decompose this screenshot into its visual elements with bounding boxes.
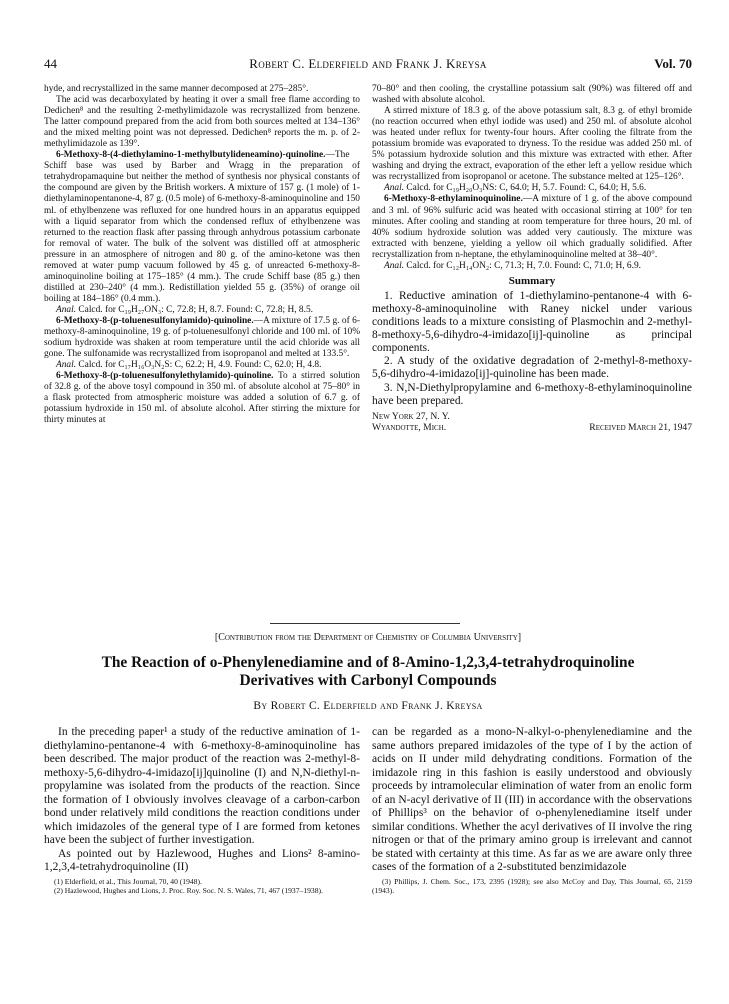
contribution-line: [Contribution from the Department of Chemistry of Columbia University] (214, 632, 522, 643)
place-wyandotte: Wyandotte, Mich. (372, 421, 447, 433)
paragraph (372, 194, 692, 260)
paragraph-body: —A mixture of 17.5 g. of 6-methoxy-8-aminoquinoline, 19 g. of p-toluenesulfonyl chloride and 100 ml. of 10% sodium hydroxide was shaken at room temperature until the acid chloride was all gone. The sulfonamide was recrystallized from isopropanol and melted at 133.5°. (44, 315, 360, 360)
paragraph-body: To a stirred solution of 32.8 g. of the above tosyl compound in 350 ml. of absolute alcohol at 75–80° in a flask protected from atmospheric moisture was added a solution of 6.7 g. of potassium hydroxide in 150 ml. of absolute alcohol. After stirring the mixture for thirty minutes at (44, 371, 360, 426)
compound-heading: 6-Methoxy-8-(p-toluenesulfonylethylamido)-quinoline. (56, 371, 274, 382)
footnote: (3) Phillips, J. Chem. Soc., 173, 2395 (1928); see also McCoy and Day, This Journal, 65, 2159 (1943). (372, 877, 692, 896)
analysis-line (372, 183, 692, 194)
received-date: Received March 21, 1947 (589, 421, 692, 433)
analysis-line (372, 261, 692, 272)
paragraph (44, 150, 360, 305)
analysis-label: Anal. (56, 360, 77, 371)
compound-heading: 6-Methoxy-8-ethylaminoquinoline. (384, 194, 523, 205)
footnotes (372, 877, 692, 895)
article-title-line-2: Derivatives with Carbonyl Compounds (239, 672, 497, 689)
summary (372, 290, 692, 408)
paragraph-body: —A mixture of 1 g. of the above compound and 3 ml. of 96% sulfuric acid was heated with occasional stirring at 100° for ten minutes. After cooling and standing at room temperature for three hours, 20 ml. of 40% sodium hydroxide solution was added very cautiously. The mixture was extracted with benzene, yielding a yellow oil which gradually solidified. After recrystallization from n-heptane, the ethylaminoquinoline melted at 38–40°. (372, 194, 692, 260)
article-body-left (44, 726, 360, 895)
analysis-label: Anal. (56, 304, 77, 315)
analysis-label: Anal. (384, 260, 405, 271)
analysis-label: Anal. (384, 183, 405, 194)
paragraph: The acid was decarboxylated by heating it over a small free flame according to Dedichen⁸ and the resulting 2-methylimidazole was recrystallized from benzene. The latter compound prepared from the acid from both sources melted at 134–136° and the mixed melting point was not depressed. Dedichen⁸ reports the m. p. of 2-methylimidazole as 139°. (44, 95, 360, 150)
paragraph: 70–80° and then cooling, the crystalline potassium salt (90%) was filtered off and washed with absolute alcohol. (372, 84, 692, 106)
summary-heading: Summary (508, 274, 556, 287)
compound-heading: 6-Methoxy-8-(p-toluenesulfonylamido)-quinoline. (56, 315, 254, 326)
compound-heading: 6-Methoxy-8-(4-diethylamino-1-methylbutylideneamino)-quinoline. (56, 150, 326, 161)
paragraph: can be regarded as a mono-N-alkyl-o-phenylenediamine and the same authors prepared imidazoles of the type of I by the action of acids on II under mild dehydrating conditions. Formation of the imidazole ring in this fashion is easily understood and obviously proceeds by intramolecular elimination of water from an enolic form of an N-acyl derivative of II (III) in accordance with the observations of Phillips³ on the behavior of o-phenylenediamine itself under similar conditions. Whether the acyl derivatives of II involve the ring nitrogen or that of the primary amino group is irrelevant and cannot be stated with certainty at this time. As far as we are aware only three cases of the formation of a 2-substituted benzimidazole (372, 726, 692, 874)
experimental-left-column (44, 84, 360, 426)
article-title (44, 654, 692, 690)
experimental-right-column (372, 84, 692, 433)
place-new-york: New York 27, N. Y. (372, 410, 450, 422)
summary-item: 1. Reductive amination of 1-diethylamino-pentanone-4 with 6-methoxy-8-aminoquinoline with Raney nickel under various conditions leads to a mixture consisting of Plasmochin and 2-methyl-8-methoxy-5,6-dihydro-4-imidazo[ij]-quinoline as principal components. (372, 289, 692, 355)
paragraph (44, 316, 360, 360)
running-head (44, 56, 692, 72)
analysis-line (44, 360, 360, 371)
section-divider (270, 623, 460, 624)
byline: By Robert C. Elderfield and Frank J. Kreysa (253, 700, 483, 712)
volume-number: Vol. 70 (654, 56, 692, 71)
place-received-row (372, 422, 692, 433)
paragraph (44, 371, 360, 426)
footnote: (2) Hazlewood, Hughes and Lions, J. Proc. Roy. Soc. N. S. Wales, 71, 467 (1937–1938). (54, 886, 323, 896)
summary-item: 3. N,N-Diethylpropylamine and 6-methoxy-8-ethylaminoquinoline have been prepared. (372, 381, 692, 407)
paragraph: hyde, and recrystallized in the same manner decomposed at 275–285°. (44, 84, 309, 94)
analysis-values: Calcd. for C₁₇H₁₆O₃N₂S: C, 62.2; H, 4.9. Found: C, 62.0; H, 4.8. (78, 360, 322, 371)
page-number: 44 (44, 56, 57, 71)
article-body-right (372, 726, 692, 895)
paragraph: A stirred mixture of 18.3 g. of the above potassium salt, 8.3 g. of ethyl bromide (no reaction occurred when ethyl iodide was used) and 250 ml. of absolute alcohol was heated under reflux for twenty-four hours. After cooling the filtrate from the potassium bromide was evaporated to dryness. To the residue was added 250 ml. of 5% potassium hydroxide solution and this mixture was extracted with ether. After washing and drying the extract, evaporation of the ether left a yellow residue which was recrystallized from isopropanol or acetone. The substance melted at 125–126°. (372, 106, 692, 183)
footnotes (44, 877, 360, 895)
footnote: (1) Elderfield, et al., This Journal, 70, 40 (1948). (54, 877, 202, 887)
article-title-line-1: The Reaction of o-Phenylenediamine and of 8-Amino-1,2,3,4-tetrahydroquinoline (101, 654, 635, 671)
summary-item: 2. A study of the oxidative degradation of 2-methyl-8-methoxy-5,6-dihydro-4-imidazo[ij]-quinoline has been made. (372, 355, 692, 381)
running-head-authors: Robert C. Elderfield and Frank J. Kreysa (249, 56, 487, 71)
analysis-values: Calcd. for C₁₂H₁₄ON₂: C, 71.3; H, 7.0. Found: C, 71.0; H, 6.9. (406, 260, 641, 271)
paragraph-body: —The Schiff base was used by Barber and Wragg in the preparation of tetrahydropamaquine but neither the method of synthesis nor physical constants of the compound are given by the British workers. A mixture of 157 g. (1 mole) of 1-diethylaminopentanone-4, 87 g. (0.5 mole) of 6-methoxy-8-aminoquinoline and 150 ml. of ethylbenzene was refluxed for one hundred hours in an apparatus equipped with a liquid separator from which the condensed reflux of ethylbenzene was returned to the reaction flask after passing through anhydrous potassium carbonate for removal of water. The bulk of the solvent was distilled off at atmospheric pressure in an atmosphere of nitrogen and 80 g. of the amino-ketone was then removed at water pump vacuum followed by 45 g. of unreacted 6-methoxy-8-aminoquinoline boiling at 175–185° (4 mm.). The crude Schiff base (85 g.) then distilled at 230–240° (4 mm.). Redistillation yielded 55 g. (35%) of orange oil boiling at 184–186° (0.4 mm.). (44, 150, 360, 304)
analysis-line (44, 305, 360, 316)
paragraph: As pointed out by Hazlewood, Hughes and Lions² 8-amino-1,2,3,4-tetrahydroquinoline (II) (44, 847, 360, 874)
analysis-values: Calcd. for C₁₉H₂₀O₃NS: C, 64.0; H, 5.7. Found: C, 64.0; H, 5.6. (406, 183, 647, 194)
analysis-values: Calcd. for C₁₉H₂₇ON₃: C, 72.8; H, 8.7. Found: C, 72.8; H, 8.5. (78, 304, 313, 315)
paragraph: In the preceding paper¹ a study of the reductive amination of 1-diethylamino-pentanone-4 with 6-methoxy-8-aminoquinoline has been described. The major product of the reaction was 2-methyl-8-methoxy-5,6-dihydro-4-imidazo[ij]quinoline (I) and N,N-diethyl-n-propylamine was isolated from the products of the reaction. Since the formation of I obviously involves cleavage of a carbon-carbon bond under relatively mild conditions the reaction conditions under which imidazoles of the general type of I are formed from ketones have been the subject of further investigation. (44, 726, 360, 847)
